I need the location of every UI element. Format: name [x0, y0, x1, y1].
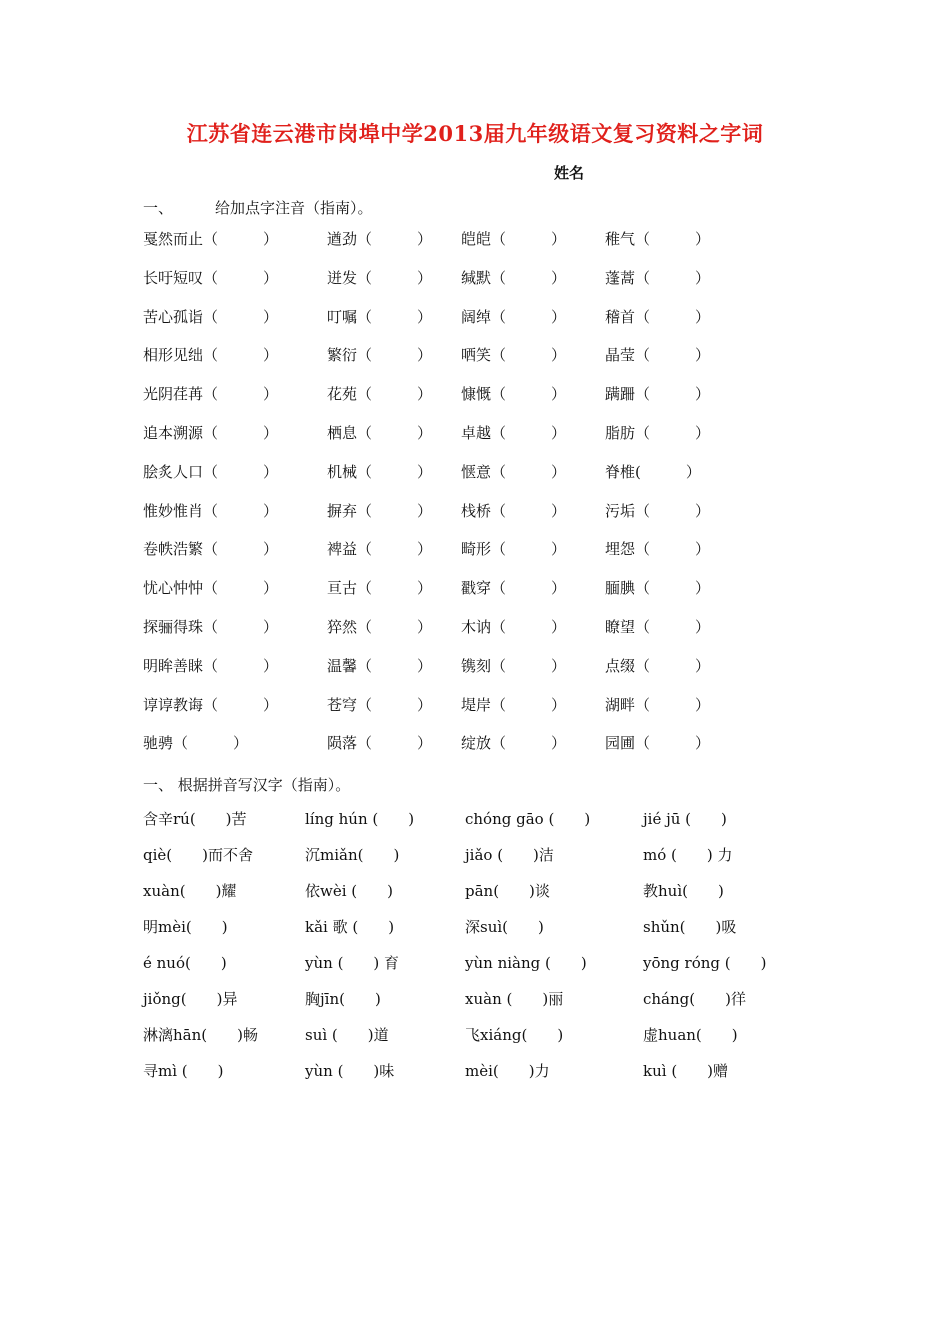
- exercise-item: 光阴荏苒（ ）: [143, 385, 279, 404]
- exercise-item: yùn niàng ( ): [465, 954, 587, 972]
- exercise-item: 蹒跚（ ）: [605, 385, 711, 404]
- exercise-item: 忧心忡忡（ ）: [143, 579, 279, 598]
- exercise-item: shǔn( )吸: [643, 918, 737, 936]
- section-number: 一、: [143, 199, 174, 217]
- exercise-item: kuì ( )赠: [643, 1062, 729, 1080]
- exercise-item: 叮嘱（ ）: [327, 307, 433, 326]
- exercise-item: 花苑（ ）: [327, 385, 433, 404]
- exercise-item: 探骊得珠（ ）: [143, 617, 279, 636]
- exercise-item: 稚气（ ）: [605, 230, 711, 248]
- section-heading-phonetic: [143, 197, 373, 218]
- exercise-item: 追本溯源（ ）: [143, 423, 279, 442]
- exercise-item: yùn ( )味: [305, 1062, 395, 1080]
- exercise-item: 长吁短叹（ ）: [143, 268, 279, 287]
- exercise-item: 园圃（ ）: [605, 734, 711, 753]
- exercise-item: 皑皑（ ）: [461, 230, 567, 248]
- exercise-item: 温馨（ ）: [327, 656, 433, 675]
- exercise-item: pān( )谈: [465, 882, 550, 900]
- exercise-item: 寻mì ( ): [143, 1062, 224, 1080]
- exercise-item: 绽放（ ）: [461, 734, 567, 753]
- exercise-item: 腼腆（ ）: [605, 579, 711, 598]
- exercise-item: 栖息（ ）: [327, 423, 433, 442]
- exercise-item: 稽首（ ）: [605, 307, 711, 326]
- section-number: 一、: [143, 776, 174, 794]
- exercise-item: 卓越（ ）: [461, 423, 567, 442]
- exercise-item: jié jū ( ): [643, 810, 727, 828]
- exercise-item: yōng róng ( ): [643, 954, 767, 972]
- exercise-item: 晶莹（ ）: [605, 346, 711, 365]
- exercise-item: 镌刻（ ）: [461, 656, 567, 675]
- exercise-item: 惟妙惟肖（ ）: [143, 501, 279, 520]
- exercise-item: jiǒng( )异: [143, 990, 238, 1008]
- exercise-item: 瞭望（ ）: [605, 617, 711, 636]
- exercise-item: xuàn ( )丽: [465, 990, 564, 1008]
- exercise-item: 沉miǎn( ): [305, 846, 400, 864]
- exercise-item: líng hún ( ): [305, 810, 415, 828]
- exercise-item: 谆谆教诲（ ）: [143, 695, 279, 714]
- exercise-item: jiǎo ( )洁: [465, 846, 554, 864]
- exercise-item: 蓬蒿（ ）: [605, 268, 711, 287]
- exercise-item: 明mèi( ): [143, 918, 228, 936]
- exercise-item: 驰骋（ ）: [143, 734, 249, 753]
- exercise-item: 点缀（ ）: [605, 656, 711, 675]
- exercise-item: suì ( )道: [305, 1026, 389, 1044]
- exercise-item: 教huì( ): [643, 882, 724, 900]
- exercise-item: qiè( )而不舍: [143, 846, 253, 864]
- exercise-item: mó ( ) 力: [643, 846, 733, 864]
- exercise-item: 含辛rú( )苦: [143, 810, 247, 828]
- exercise-item: xuàn( )耀: [143, 882, 237, 900]
- exercise-item: 迸发（ ）: [327, 268, 433, 287]
- exercise-item: 埋怨（ ）: [605, 540, 711, 559]
- exercise-item: 慷慨（ ）: [461, 385, 567, 404]
- exercise-item: 亘古（ ）: [327, 579, 433, 598]
- exercise-item: 机械（ ）: [327, 462, 433, 481]
- section-heading-pinyin: [143, 774, 350, 795]
- exercise-item: 堤岸（ ）: [461, 695, 567, 714]
- exercise-item: 脊椎( ）: [605, 462, 701, 481]
- exercise-item: chóng gāo ( ): [465, 810, 591, 828]
- exercise-item: 繁衍（ ）: [327, 346, 433, 365]
- section-instruction: 给加点字注音（指南）。: [215, 199, 373, 217]
- exercise-item: 戛然而止（ ）: [143, 230, 279, 248]
- exercise-item: 惬意（ ）: [461, 462, 567, 481]
- exercise-item: 脍炙人口（ ）: [143, 462, 279, 481]
- exercise-item: 缄默（ ）: [461, 268, 567, 287]
- exercise-item: 明眸善睐（ ）: [143, 656, 279, 675]
- exercise-item: 深suì( ): [465, 918, 544, 936]
- exercise-item: 湖畔（ ）: [605, 695, 711, 714]
- exercise-item: 畸形（ ）: [461, 540, 567, 559]
- exercise-item: 污垢（ ）: [605, 501, 711, 520]
- exercise-item: 相形见绌（ ）: [143, 346, 279, 365]
- exercise-item: 戳穿（ ）: [461, 579, 567, 598]
- exercise-item: kǎi 歌 ( ): [305, 918, 395, 936]
- exercise-item: 裨益（ ）: [327, 540, 433, 559]
- exercise-item: 猝然（ ）: [327, 617, 433, 636]
- exercise-item: 栈桥（ ）: [461, 501, 567, 520]
- exercise-item: 胸jīn( ): [305, 990, 381, 1008]
- exercise-item: 卷帙浩繁（ ）: [143, 540, 279, 559]
- exercise-item: mèi( )力: [465, 1062, 550, 1080]
- name-label: 姓名: [554, 164, 585, 182]
- exercise-item: 脂肪（ ）: [605, 423, 711, 442]
- exercise-item: 遒劲（ ）: [327, 230, 433, 248]
- exercise-item: 苦心孤诣（ ）: [143, 307, 279, 326]
- exercise-item: yùn ( ) 育: [305, 954, 400, 972]
- exercise-item: 木讷（ ）: [461, 617, 567, 636]
- exercise-item: 飞xiáng( ): [465, 1026, 564, 1044]
- document-title: 江苏省连云港市岗埠中学2013届九年级语文复习资料之字词: [186, 121, 764, 146]
- exercise-item: 虚huan( ): [643, 1026, 738, 1044]
- exercise-item: 摒弃（ ）: [327, 501, 433, 520]
- exercise-item: 苍穹（ ）: [327, 695, 433, 714]
- exercise-item: é nuó( ): [143, 954, 227, 972]
- exercise-item: 哂笑（ ）: [461, 346, 567, 365]
- section-instruction: 根据拼音写汉字（指南）。: [177, 776, 351, 794]
- exercise-item: 依wèi ( ): [305, 882, 393, 900]
- exercise-item: 陨落（ ）: [327, 734, 433, 753]
- exercise-item: cháng( )徉: [643, 990, 746, 1008]
- exercise-item: 淋漓hān( )畅: [143, 1026, 258, 1044]
- exercise-item: 阔绰（ ）: [461, 307, 567, 326]
